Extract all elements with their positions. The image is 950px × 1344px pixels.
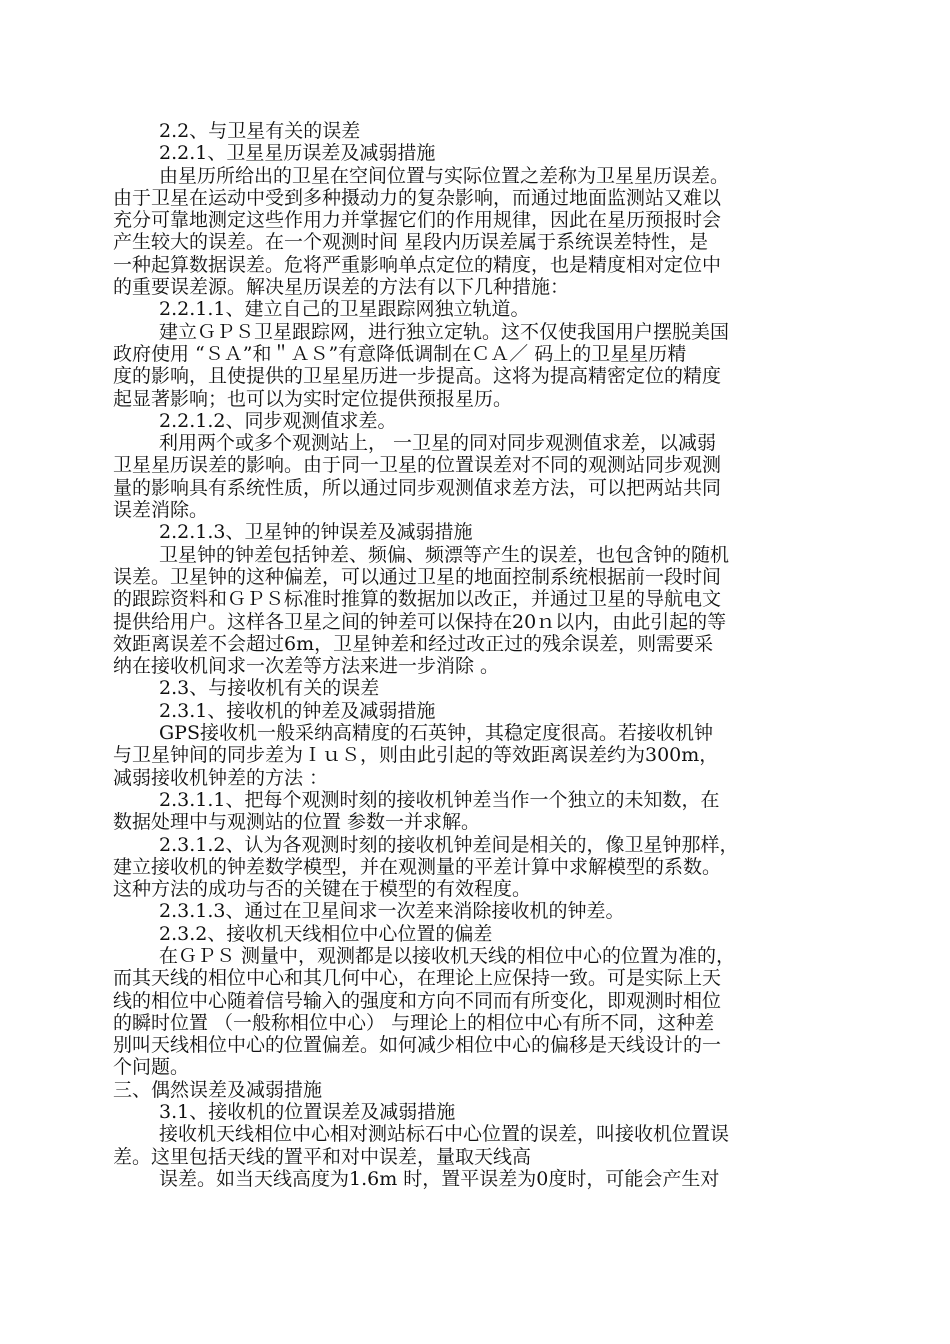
text-line: 差。这里包括天线的置平和对中误差，量取天线高	[113, 1145, 532, 1168]
text-line: 线的相位中心随着信号输入的强度和方向不同而有所变化，即观测时相位	[113, 989, 722, 1012]
text-line: 纳在接收机间求一次差等方法来进一步消除 。	[113, 655, 500, 678]
text-line: 卫星星历误差的影响。由于同一卫星的位置误差对不同的观测站同步观测	[113, 454, 722, 477]
text-line: 卫星钟的钟差包括钟差、频偏、频漂等产生的误差，也包含钟的随机	[159, 543, 730, 566]
text-line: 政府使用 “ＳＡ”和＂ＡＳ”有意降低调制在ＣＡ／ 码上的卫星星历精	[113, 342, 687, 365]
text-line: 的跟踪资料和ＧＰＳ标准时推算的数据加以改正，并通过卫星的导航电文	[113, 588, 722, 611]
text-line: 2.3.1、接收机的钟差及减弱措施	[159, 699, 436, 722]
text-line: 个问题。	[113, 1056, 190, 1079]
text-line: 2.3.1.3、通过在卫星间求一次差来消除接收机的钟差。	[159, 900, 625, 923]
text-line: 效距离误差不会超过6m，卫星钟差和经过改正过的残余误差，则需要采	[113, 632, 714, 655]
text-line: 误差。卫星钟的这种偏差，可以通过卫星的地面控制系统根据前一段时间	[113, 565, 722, 588]
text-line: 2.3.1.1、把每个观测时刻的接收机钟差当作一个独立的未知数，在	[159, 788, 720, 811]
text-line: 三、偶然误差及减弱措施	[113, 1078, 323, 1101]
text-line: 利用两个或多个观测站上， 一卫星的同对同步观测值求差，以减弱	[159, 432, 717, 455]
text-line: 2.2、与卫星有关的误差	[159, 120, 361, 142]
text-line: 2.3、与接收机有关的误差	[159, 677, 380, 700]
text-line: 度的影响，且使提供的卫星星历进一步提高。这将为提高精密定位的精度	[113, 365, 722, 388]
text-line: 的重要误差源。解决星历误差的方法有以下几种措施：	[113, 276, 570, 299]
text-line: 提供给用户。这样各卫星之间的钟差可以保持在20ｎ以内，由此引起的等	[113, 610, 727, 633]
text-line: 量的影响具有系统性质，所以通过同步观测值求差方法，可以把两站共同	[113, 476, 722, 499]
text-line: 的瞬时位置 （一般称相位中心） 与理论上的相位中心有所不同，这种差	[113, 1011, 715, 1034]
text-line: 由星历所给出的卫星在空间位置与实际位置之差称为卫星星历误差。	[159, 164, 730, 187]
text-line: 数据处理中与观测站的位置 参数一并求解。	[113, 811, 481, 834]
text-line: 建立ＧＰＳ卫星跟踪网，进行独立定轨。这不仅使我国用户摆脱美国	[159, 320, 730, 343]
text-line: 2.2.1.2、同步观测值求差。	[159, 409, 397, 432]
text-line: 而其天线的相位中心和其几何中心，在理论上应保持一致。可是实际上天	[113, 967, 722, 990]
text-line: 3.1、接收机的位置误差及减弱措施	[159, 1101, 456, 1124]
text-line: 在ＧＰＳ 测量中，观测都是以接收机天线的相位中心的位置为准的，	[159, 944, 736, 967]
text-line: 由于卫星在运动中受到多种摄动力的复杂影响，而通过地面监测站又难以	[113, 186, 722, 209]
text-line: 接收机天线相位中心相对测站标石中心位置的误差，叫接收机位置误	[159, 1123, 730, 1146]
document-page	[113, 120, 835, 1190]
text-line: 充分可靠地测定这些作用力并掌握它们的作用规律，因此在星历预报时会	[113, 209, 722, 232]
text-line: 建立接收机的钟差数学模型，并在观测量的平差计算中求解模型的系数。	[113, 855, 722, 878]
text-line: 2.2.1、卫星星历误差及减弱措施	[159, 142, 436, 165]
text-line: 2.3.2、接收机天线相位中心位置的偏差	[159, 922, 493, 945]
text-line: 减弱接收机钟差的方法 ：	[113, 766, 329, 789]
text-line: 一种起算数据误差。危将严重影响单点定位的精度，也是精度相对定位中	[113, 253, 722, 276]
text-line: 产生较大的误差。在一个观测时间 星段内历误差属于系统误差特性，是	[113, 231, 709, 254]
text-line: GPS接收机一般采纳高精度的石英钟，其稳定度很高。若接收机钟	[159, 722, 713, 745]
text-line: 2.2.1.3、卫星钟的钟误差及减弱措施	[159, 521, 473, 544]
text-line: 2.3.1.2、认为各观测时刻的接收机钟差间是相关的，像卫星钟那样，	[159, 833, 739, 856]
text-line: 2.2.1.1、建立自己的卫星跟踪网独立轨道。	[159, 298, 530, 321]
text-line: 别叫天线相位中心的位置偏差。如何减少相位中心的偏移是天线设计的一	[113, 1034, 722, 1057]
text-line: 这种方法的成功与否的关键在于模型的有效程度。	[113, 878, 532, 901]
text-line: 与卫星钟间的同步差为ＩｕＳ，则由此引起的等效距离误差约为300m，	[113, 744, 719, 767]
text-line: 起显著影响；也可以为实时定位提供预报星历。	[113, 387, 513, 410]
text-line: 误差消除。	[113, 499, 209, 522]
text-line: 误差。如当天线高度为1.6m 时，置平误差为0度时，可能会产生对	[159, 1167, 720, 1190]
